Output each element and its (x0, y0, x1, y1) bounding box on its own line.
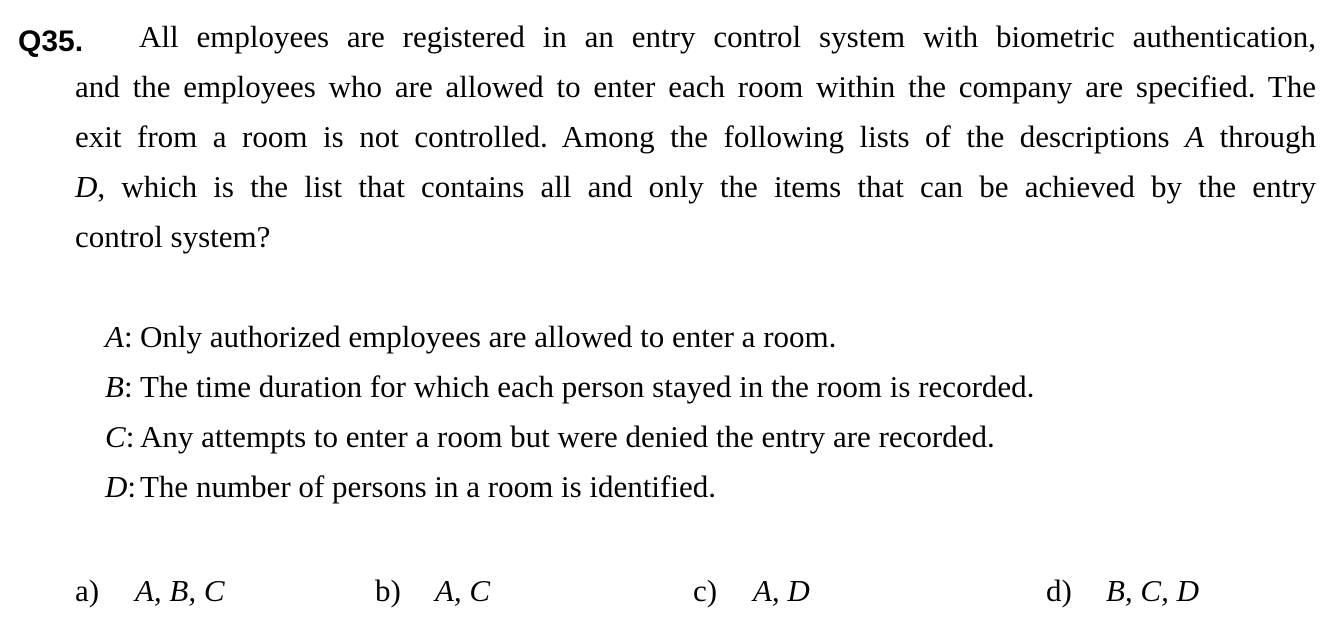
statement-label (105, 312, 140, 362)
statement-colon: : (127, 469, 137, 504)
question-paragraph (75, 12, 1316, 262)
paragraph-line-text: and the employees who are allowed to enter each room within the company are specified. The (75, 69, 1316, 104)
statement-row (105, 312, 1034, 362)
paragraph-line-text: exit from a room is not controlled. Among the following lists of the descriptions (75, 119, 1186, 154)
answer-options-row (0, 566, 1330, 616)
statement-letter: B (105, 369, 124, 404)
option-a-value: A, B, C (135, 573, 225, 608)
paragraph-line-italic-letter: D (75, 169, 98, 204)
paragraph-line (75, 212, 1316, 262)
statement-text: Only authorized employees are allowed to enter a room. (140, 319, 837, 354)
question-number: Q35. (18, 25, 84, 58)
paragraph-line-text: , which is the list that contains all and only the items that can be achieved by the entry (97, 169, 1316, 204)
option-d-label: d) (1046, 573, 1072, 608)
option-c-value: A, D (753, 573, 810, 608)
statement-letter: D (105, 469, 128, 504)
option-d (1046, 566, 1199, 616)
paragraph-line (75, 62, 1316, 112)
statement-row (105, 362, 1034, 412)
option-b (375, 566, 490, 616)
statement-row (105, 462, 1034, 512)
paragraph-line-text: through (1204, 119, 1317, 154)
statement-label (105, 412, 140, 462)
statement-text: Any attempts to enter a room but were denied the entry are recorded. (140, 419, 995, 454)
statement-letter: C (105, 419, 126, 454)
statement-row (105, 412, 1034, 462)
statement-label (105, 362, 140, 412)
paragraph-line (75, 12, 1316, 62)
option-a (75, 566, 225, 616)
option-d-value: B, C, D (1106, 573, 1199, 608)
option-c-label: c) (693, 573, 718, 608)
statement-colon: : (125, 419, 135, 454)
option-c (693, 566, 810, 616)
statement-letter: A (105, 319, 124, 354)
paragraph-line-italic-letter: A (1185, 119, 1205, 154)
statement-colon: : (123, 369, 133, 404)
paragraph-line (75, 162, 1316, 212)
statement-text: The number of persons in a room is identified. (140, 469, 716, 504)
statement-label (105, 462, 140, 512)
paragraph-line-text: control system? (75, 219, 271, 254)
paragraph-line-text: All employees are registered in an entry control system with biometric authentication, (139, 19, 1316, 54)
option-a-label: a) (75, 573, 100, 608)
paragraph-line (75, 112, 1316, 162)
statement-list (105, 312, 1034, 512)
statement-colon: : (123, 319, 133, 354)
option-b-label: b) (375, 573, 401, 608)
statement-text: The time duration for which each person stayed in the room is recorded. (140, 369, 1035, 404)
option-b-value: A, C (435, 573, 491, 608)
